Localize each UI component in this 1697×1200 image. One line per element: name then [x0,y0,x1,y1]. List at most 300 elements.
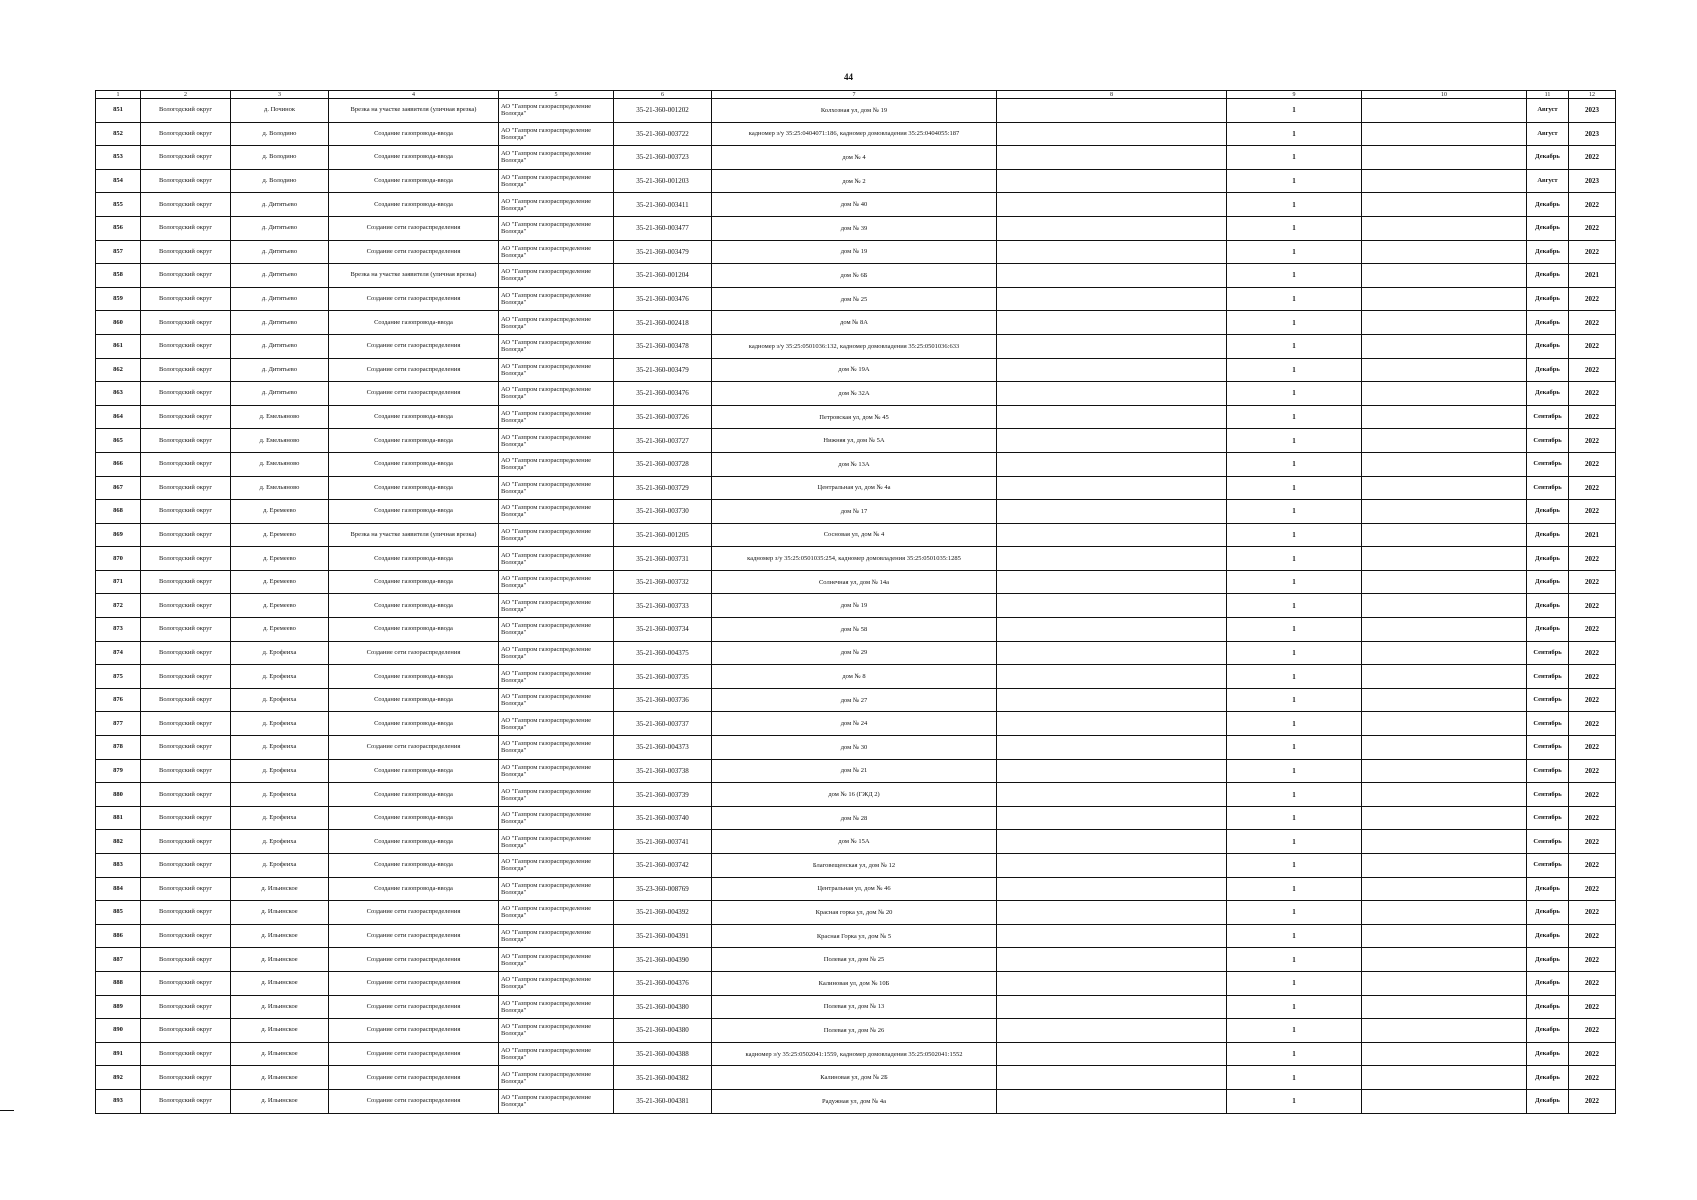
quantity-cell: 1 [1227,216,1362,240]
quantity-cell: 1 [1227,1042,1362,1066]
year-cell: 2022 [1569,452,1616,476]
month-cell: Декабрь [1527,193,1569,217]
row-number-cell: 870 [96,547,141,571]
address-cell: Центральная ул, дом № 4а [712,476,997,500]
column-10-cell [1362,99,1527,123]
object-code-cell: 35-21-360-004376 [614,971,712,995]
work-type-cell: Создание сети газораспределения [329,240,499,264]
year-cell: 2022 [1569,358,1616,382]
column-10-cell [1362,523,1527,547]
quantity-cell: 1 [1227,570,1362,594]
column-10-cell [1362,830,1527,854]
year-cell: 2022 [1569,334,1616,358]
address-cell: Петровская ул, дом № 45 [712,405,997,429]
quantity-cell: 1 [1227,783,1362,807]
column-8-cell [997,122,1227,146]
column-10-cell [1362,358,1527,382]
object-code-cell: 35-21-360-004373 [614,736,712,760]
column-10-cell [1362,264,1527,288]
address-cell: дом № 32А [712,382,997,406]
month-cell: Декабрь [1527,995,1569,1019]
table-row [96,193,1616,217]
work-type-cell: Создание сети газораспределения [329,995,499,1019]
quantity-cell: 1 [1227,995,1362,1019]
year-cell: 2022 [1569,193,1616,217]
column-8-cell [997,736,1227,760]
settlement-cell: д. Ильинское [231,877,329,901]
quantity-cell: 1 [1227,523,1362,547]
quantity-cell: 1 [1227,877,1362,901]
column-8-cell [997,452,1227,476]
column-10-cell [1362,287,1527,311]
quantity-cell: 1 [1227,240,1362,264]
column-number-3: 3 [231,91,329,99]
table-row [96,736,1616,760]
organization-cell: АО "Газпром газораспределение Вологда" [499,759,614,783]
quantity-cell: 1 [1227,688,1362,712]
year-cell: 2022 [1569,1089,1616,1113]
address-cell: дом № 25 [712,287,997,311]
month-cell: Декабрь [1527,264,1569,288]
work-type-cell: Создание сети газораспределения [329,334,499,358]
table-row [96,311,1616,335]
year-cell: 2022 [1569,146,1616,170]
object-code-cell: 35-21-360-003478 [614,334,712,358]
object-code-cell: 35-21-360-004391 [614,924,712,948]
gas-works-table [95,90,1616,1114]
organization-cell: АО "Газпром газораспределение Вологда" [499,901,614,925]
work-type-cell: Врезка на участке заявителя (уличная врезка) [329,264,499,288]
column-8-cell [997,1089,1227,1113]
month-cell: Сентябрь [1527,783,1569,807]
district-cell: Вологодский округ [141,452,231,476]
settlement-cell: д. Емельяново [231,452,329,476]
month-cell: Декабрь [1527,1019,1569,1043]
year-cell: 2022 [1569,405,1616,429]
organization-cell: АО "Газпром газораспределение Вологда" [499,99,614,123]
column-10-cell [1362,476,1527,500]
quantity-cell: 1 [1227,1019,1362,1043]
row-number-cell: 855 [96,193,141,217]
table-row [96,759,1616,783]
object-code-cell: 35-21-360-003477 [614,216,712,240]
row-number-cell: 856 [96,216,141,240]
row-number-cell: 869 [96,523,141,547]
district-cell: Вологодский округ [141,122,231,146]
address-cell: дом № 19 [712,240,997,264]
work-type-cell: Создание сети газораспределения [329,216,499,240]
column-10-cell [1362,570,1527,594]
column-number-5: 5 [499,91,614,99]
settlement-cell: д. Ерофеиха [231,830,329,854]
row-number-cell: 884 [96,877,141,901]
column-10-cell [1362,547,1527,571]
quantity-cell: 1 [1227,122,1362,146]
work-type-cell: Создание газопровода-ввода [329,476,499,500]
district-cell: Вологодский округ [141,665,231,689]
work-type-cell: Создание сети газораспределения [329,1042,499,1066]
settlement-cell: д. Еремеево [231,618,329,642]
month-cell: Сентябрь [1527,759,1569,783]
work-type-cell: Создание газопровода-ввода [329,146,499,170]
year-cell: 2022 [1569,901,1616,925]
row-number-cell: 879 [96,759,141,783]
month-cell: Декабрь [1527,216,1569,240]
organization-cell: АО "Газпром газораспределение Вологда" [499,146,614,170]
column-8-cell [997,287,1227,311]
object-code-cell: 35-21-360-001202 [614,99,712,123]
quantity-cell: 1 [1227,287,1362,311]
address-cell: Сосновая ул, дом № 4 [712,523,997,547]
table-row [96,216,1616,240]
district-cell: Вологодский округ [141,193,231,217]
address-cell: дом № 29 [712,641,997,665]
settlement-cell: д. Дитятьево [231,240,329,264]
settlement-cell: д. Дитятьево [231,193,329,217]
row-number-cell: 862 [96,358,141,382]
table-row [96,688,1616,712]
row-number-cell: 880 [96,783,141,807]
address-cell: Колхозная ул, дом № 19 [712,99,997,123]
district-cell: Вологодский округ [141,924,231,948]
table-row [96,452,1616,476]
row-number-cell: 885 [96,901,141,925]
column-10-cell [1362,452,1527,476]
row-number-cell: 887 [96,948,141,972]
organization-cell: АО "Газпром газораспределение Вологда" [499,1042,614,1066]
column-8-cell [997,1042,1227,1066]
row-number-cell: 859 [96,287,141,311]
organization-cell: АО "Газпром газораспределение Вологда" [499,971,614,995]
quantity-cell: 1 [1227,830,1362,854]
column-10-cell [1362,712,1527,736]
quantity-cell: 1 [1227,146,1362,170]
table-row [96,1019,1616,1043]
address-cell: дом № 39 [712,216,997,240]
district-cell: Вологодский округ [141,146,231,170]
address-cell: дом № 58 [712,618,997,642]
year-cell: 2022 [1569,665,1616,689]
district-cell: Вологодский округ [141,264,231,288]
work-type-cell: Создание газопровода-ввода [329,547,499,571]
settlement-cell: д. Еремеево [231,594,329,618]
quantity-cell: 1 [1227,358,1362,382]
object-code-cell: 35-21-360-003741 [614,830,712,854]
row-number-cell: 868 [96,500,141,524]
object-code-cell: 35-21-360-003734 [614,618,712,642]
year-cell: 2022 [1569,240,1616,264]
organization-cell: АО "Газпром газораспределение Вологда" [499,523,614,547]
row-number-cell: 853 [96,146,141,170]
column-8-cell [997,688,1227,712]
year-cell: 2022 [1569,948,1616,972]
row-number-cell: 886 [96,924,141,948]
column-10-cell [1362,169,1527,193]
object-code-cell: 35-21-360-003730 [614,500,712,524]
column-8-cell [997,405,1227,429]
quantity-cell: 1 [1227,476,1362,500]
address-cell: Калиновая ул, дом № 10Б [712,971,997,995]
organization-cell: АО "Газпром газораспределение Вологда" [499,1089,614,1113]
table-row [96,712,1616,736]
organization-cell: АО "Газпром газораспределение Вологда" [499,264,614,288]
district-cell: Вологодский округ [141,618,231,642]
column-10-cell [1362,901,1527,925]
address-cell: кадномер з/у 35:25:0501036:132, кадномер домовладения 35:25:0501036:633 [712,334,997,358]
quantity-cell: 1 [1227,759,1362,783]
district-cell: Вологодский округ [141,358,231,382]
column-number-2: 2 [141,91,231,99]
organization-cell: АО "Газпром газораспределение Вологда" [499,665,614,689]
column-8-cell [997,500,1227,524]
object-code-cell: 35-21-360-003727 [614,429,712,453]
organization-cell: АО "Газпром газораспределение Вологда" [499,429,614,453]
column-number-6: 6 [614,91,712,99]
quantity-cell: 1 [1227,334,1362,358]
settlement-cell: д. Ерофеиха [231,641,329,665]
settlement-cell: д. Ильинское [231,971,329,995]
work-type-cell: Создание сети газораспределения [329,971,499,995]
settlement-cell: д. Ерофеиха [231,806,329,830]
organization-cell: АО "Газпром газораспределение Вологда" [499,594,614,618]
work-type-cell: Создание сети газораспределения [329,1066,499,1090]
month-cell: Сентябрь [1527,688,1569,712]
row-number-cell: 863 [96,382,141,406]
settlement-cell: д. Ильинское [231,1019,329,1043]
object-code-cell: 35-21-360-003735 [614,665,712,689]
column-8-cell [997,854,1227,878]
row-number-cell: 883 [96,854,141,878]
column-8-cell [997,216,1227,240]
work-type-cell: Создание газопровода-ввода [329,193,499,217]
work-type-cell: Создание сети газораспределения [329,924,499,948]
address-cell: Красная горка ул, дом № 20 [712,901,997,925]
column-8-cell [997,358,1227,382]
column-10-cell [1362,240,1527,264]
month-cell: Декабрь [1527,570,1569,594]
object-code-cell: 35-21-360-003732 [614,570,712,594]
settlement-cell: д. Еремеево [231,500,329,524]
settlement-cell: д. Дитятьево [231,334,329,358]
settlement-cell: д. Емельяново [231,429,329,453]
address-cell: Благовещенская ул, дом № 12 [712,854,997,878]
column-8-cell [997,877,1227,901]
month-cell: Декабрь [1527,948,1569,972]
row-number-cell: 873 [96,618,141,642]
year-cell: 2022 [1569,1042,1616,1066]
table-row [96,665,1616,689]
year-cell: 2022 [1569,216,1616,240]
column-8-cell [997,523,1227,547]
year-cell: 2022 [1569,783,1616,807]
district-cell: Вологодский округ [141,523,231,547]
month-cell: Декабрь [1527,382,1569,406]
column-8-cell [997,759,1227,783]
table-row [96,146,1616,170]
column-10-cell [1362,216,1527,240]
quantity-cell: 1 [1227,901,1362,925]
row-number-cell: 852 [96,122,141,146]
year-cell: 2022 [1569,854,1616,878]
table-row [96,287,1616,311]
month-cell: Сентябрь [1527,405,1569,429]
object-code-cell: 35-21-360-004382 [614,1066,712,1090]
district-cell: Вологодский округ [141,287,231,311]
month-cell: Декабрь [1527,924,1569,948]
address-cell: Калиновая ул, дом № 2Б [712,1066,997,1090]
month-cell: Сентябрь [1527,736,1569,760]
quantity-cell: 1 [1227,500,1362,524]
district-cell: Вологодский округ [141,429,231,453]
organization-cell: АО "Газпром газораспределение Вологда" [499,924,614,948]
work-type-cell: Создание сети газораспределения [329,901,499,925]
district-cell: Вологодский округ [141,712,231,736]
quantity-cell: 1 [1227,971,1362,995]
quantity-cell: 1 [1227,547,1362,571]
quantity-cell: 1 [1227,405,1362,429]
district-cell: Вологодский округ [141,854,231,878]
district-cell: Вологодский округ [141,877,231,901]
organization-cell: АО "Газпром газораспределение Вологда" [499,783,614,807]
row-number-cell: 877 [96,712,141,736]
quantity-cell: 1 [1227,594,1362,618]
month-cell: Декабрь [1527,523,1569,547]
month-cell: Сентябрь [1527,476,1569,500]
address-cell: Полевая ул, дом № 13 [712,995,997,1019]
column-number-10: 10 [1362,91,1527,99]
year-cell: 2022 [1569,759,1616,783]
column-8-cell [997,146,1227,170]
year-cell: 2023 [1569,99,1616,123]
district-cell: Вологодский округ [141,1042,231,1066]
address-cell: дом № 13А [712,452,997,476]
month-cell: Декабрь [1527,334,1569,358]
settlement-cell: д. Ильинское [231,948,329,972]
column-number-1: 1 [96,91,141,99]
district-cell: Вологодский округ [141,405,231,429]
work-type-cell: Создание газопровода-ввода [329,759,499,783]
work-type-cell: Создание сети газораспределения [329,382,499,406]
table-row [96,995,1616,1019]
work-type-cell: Создание газопровода-ввода [329,169,499,193]
column-8-cell [997,311,1227,335]
column-8-cell [997,240,1227,264]
object-code-cell: 35-21-360-003726 [614,405,712,429]
column-8-cell [997,783,1227,807]
column-8-cell [997,995,1227,1019]
column-8-cell [997,971,1227,995]
object-code-cell: 35-21-360-001204 [614,264,712,288]
district-cell: Вологодский округ [141,169,231,193]
address-cell: дом № 8 [712,665,997,689]
month-cell: Сентябрь [1527,712,1569,736]
column-10-cell [1362,641,1527,665]
settlement-cell: д. Ильинское [231,995,329,1019]
quantity-cell: 1 [1227,854,1362,878]
month-cell: Декабрь [1527,618,1569,642]
column-10-cell [1362,783,1527,807]
year-cell: 2022 [1569,476,1616,500]
table-row [96,901,1616,925]
organization-cell: АО "Газпром газораспределение Вологда" [499,382,614,406]
column-10-cell [1362,1089,1527,1113]
column-10-cell [1362,405,1527,429]
organization-cell: АО "Газпром газораспределение Вологда" [499,688,614,712]
quantity-cell: 1 [1227,169,1362,193]
column-number-4: 4 [329,91,499,99]
row-number-cell: 881 [96,806,141,830]
object-code-cell: 35-21-360-003476 [614,382,712,406]
organization-cell: АО "Газпром газораспределение Вологда" [499,547,614,571]
district-cell: Вологодский округ [141,547,231,571]
address-cell: дом № 6Б [712,264,997,288]
column-8-cell [997,476,1227,500]
column-10-cell [1362,193,1527,217]
column-number-12: 12 [1569,91,1616,99]
settlement-cell: д. Ильинское [231,1066,329,1090]
organization-cell: АО "Газпром газораспределение Вологда" [499,641,614,665]
quantity-cell: 1 [1227,311,1362,335]
organization-cell: АО "Газпром газораспределение Вологда" [499,452,614,476]
column-number-9: 9 [1227,91,1362,99]
work-type-cell: Создание газопровода-ввода [329,311,499,335]
object-code-cell: 35-21-360-001205 [614,523,712,547]
column-10-cell [1362,1042,1527,1066]
year-cell: 2022 [1569,1066,1616,1090]
month-cell: Сентябрь [1527,429,1569,453]
year-cell: 2022 [1569,712,1616,736]
year-cell: 2022 [1569,547,1616,571]
year-cell: 2022 [1569,924,1616,948]
work-type-cell: Создание газопровода-ввода [329,405,499,429]
address-cell: дом № 19 [712,594,997,618]
settlement-cell: д. Дитятьево [231,216,329,240]
settlement-cell: д. Ерофеиха [231,712,329,736]
organization-cell: АО "Газпром газораспределение Вологда" [499,476,614,500]
column-10-cell [1362,688,1527,712]
object-code-cell: 35-21-360-004381 [614,1089,712,1113]
work-type-cell: Врезка на участке заявителя (уличная врезка) [329,99,499,123]
table-row [96,594,1616,618]
table-row [96,99,1616,123]
month-cell: Декабрь [1527,547,1569,571]
district-cell: Вологодский округ [141,736,231,760]
table-row [96,405,1616,429]
column-8-cell [997,547,1227,571]
settlement-cell: д. Ерофеиха [231,783,329,807]
month-cell: Сентябрь [1527,806,1569,830]
year-cell: 2022 [1569,830,1616,854]
table-row [96,570,1616,594]
settlement-cell: д. Починок [231,99,329,123]
district-cell: Вологодский округ [141,783,231,807]
row-number-cell: 860 [96,311,141,335]
table-row [96,547,1616,571]
district-cell: Вологодский округ [141,382,231,406]
month-cell: Сентябрь [1527,641,1569,665]
month-cell: Сентябрь [1527,830,1569,854]
row-number-cell: 874 [96,641,141,665]
work-type-cell: Создание сети газораспределения [329,287,499,311]
district-cell: Вологодский округ [141,641,231,665]
object-code-cell: 35-21-360-001203 [614,169,712,193]
row-number-cell: 875 [96,665,141,689]
month-cell: Сентябрь [1527,665,1569,689]
column-8-cell [997,264,1227,288]
settlement-cell: д. Володино [231,169,329,193]
year-cell: 2023 [1569,122,1616,146]
gas-works-table-container [95,90,1615,1114]
